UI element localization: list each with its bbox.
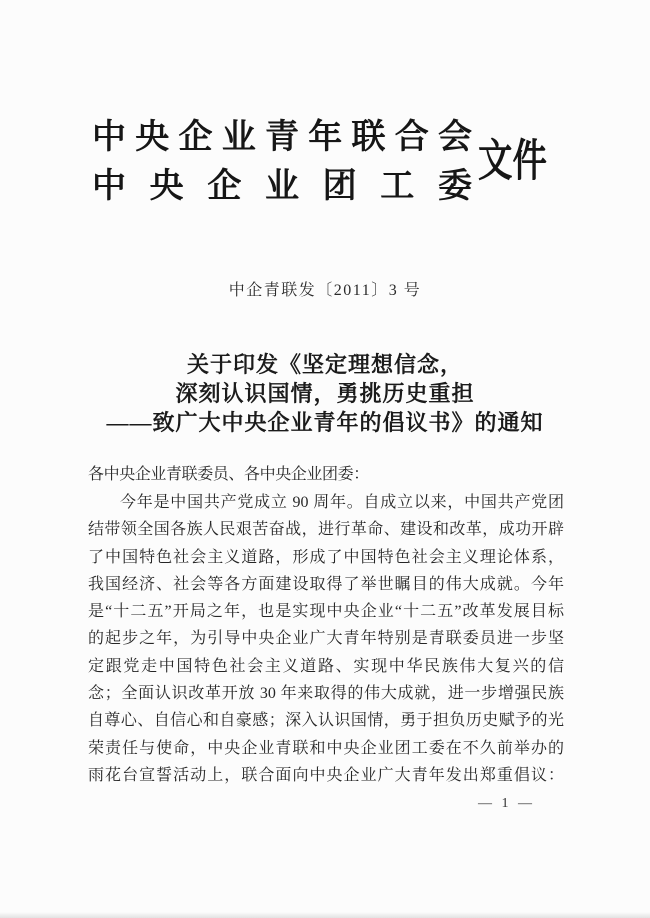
body-line: 我国经济、社会等各方面建设取得了举世瞩目的伟大成就。今年 bbox=[88, 575, 564, 593]
title-line-2: 深刻认识国情，勇挑历史重担 bbox=[175, 381, 475, 406]
body-line: 结带领全国各族人民艰苦奋战，进行革命、建设和改革，成功开辟 bbox=[88, 521, 564, 539]
body-line: 了中国特色社会主义道路，形成了中国特色社会主义理论体系， bbox=[88, 548, 564, 566]
body-line: 念；全面认识改革开放 30 年来取得的伟大成就，进一步增强民族 bbox=[88, 685, 564, 703]
body-line: 雨花台宣誓活动上，联合面向中央企业广大青年发出郑重倡议： bbox=[88, 766, 564, 784]
document-letterhead bbox=[92, 113, 562, 211]
body-line: 自尊心、自信心和自豪感；深入认识国情，勇于担负历史赋予的光 bbox=[88, 712, 564, 730]
document-title bbox=[0, 350, 650, 437]
doc-type-label: 文件 bbox=[478, 137, 547, 187]
body-line: 今年是中国共产党成立 90 周年。自成立以来，中国共产党团 bbox=[120, 494, 564, 511]
salutation: 各中央企业青联委员、各中央企业团委： bbox=[88, 466, 369, 483]
org-name-line-2: 中 央 企 业 团 工 委 bbox=[92, 168, 472, 205]
body-line: 的起步之年，为引导中央企业广大青年特别是青联委员进一步坚 bbox=[88, 630, 564, 648]
page-number: — 1 — bbox=[478, 796, 535, 811]
document-number: 中企青联发〔2011〕3 号 bbox=[228, 282, 422, 299]
body-line: 是“十二五”开局之年，也是实现中央企业“十二五”改革发展目标 bbox=[88, 603, 564, 621]
issuing-org-names bbox=[92, 113, 472, 211]
body-line: 定跟党走中国特色社会主义道路、实现中华民族伟大复兴的信 bbox=[88, 657, 564, 675]
body-line: 荣责任与使命，中央企业青联和中央企业团工委在不久前举办的 bbox=[88, 739, 564, 757]
title-line-1: 关于印发《坚定理想信念， bbox=[186, 352, 463, 377]
document-body bbox=[88, 489, 564, 789]
title-line-3: ——致广大中央企业青年的倡议书》的通知 bbox=[106, 410, 544, 435]
org-name-line-1: 中 央 企 业 青 年 联 合 会 bbox=[92, 119, 472, 156]
